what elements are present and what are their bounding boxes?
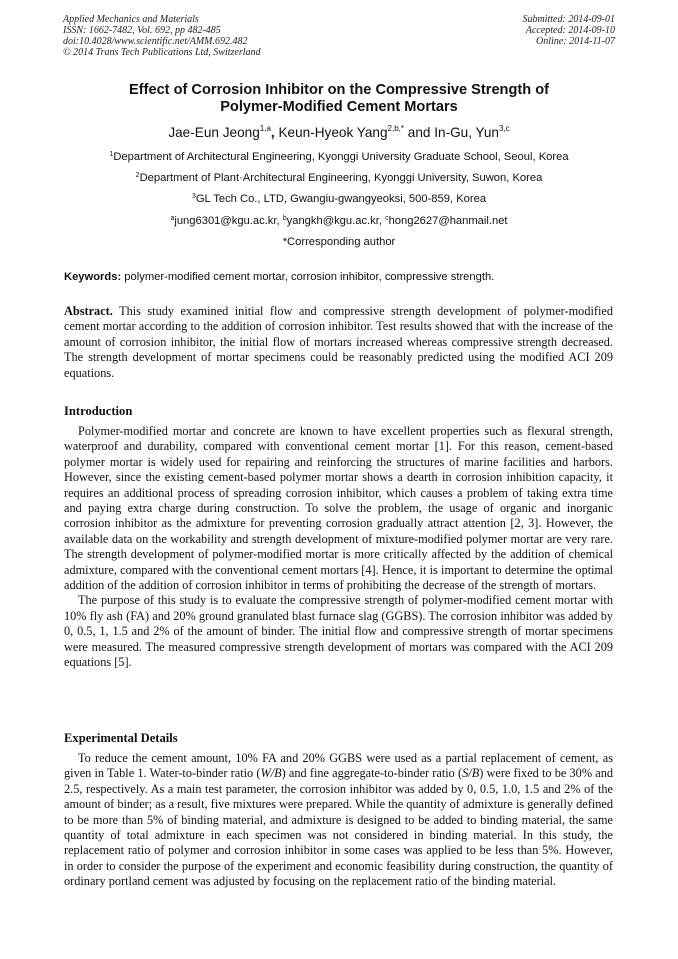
abstract [64,304,613,381]
author-list [40,124,638,141]
affiliation-2-sup: 2 [135,172,140,179]
affiliation-1-sup: 1 [109,151,114,158]
affiliation-3 [30,192,648,206]
author-separator-1: , [270,125,279,140]
accepted-date: Accepted: 2014-09-10 [525,25,615,36]
sb-symbol: S/B [462,766,480,781]
email-a-sup: a [170,215,175,222]
keywords-text: polymer-modified cement mortar, corrosion inhibitor, compressive strength. [121,271,495,283]
submitted-date: Submitted: 2014-09-01 [522,14,615,25]
affiliation-3-text: GL Tech Co., LTD, Gwangiu-gwangyeoksi, 500-859, Korea [195,193,487,205]
online-date: Online: 2014-11-07 [536,36,615,47]
email-c: hong2627@hanmail.net [388,215,508,227]
email-c-sup: c [385,215,389,222]
author-3-sup: 3,c [499,124,510,133]
experimental-heading: Experimental Details [64,731,178,745]
doi-line: doi:10.4028/www.scientific.net/AMM.692.482 [63,36,248,47]
introduction-paragraph-1: Polymer-modified mortar and concrete are known to have excellent properties such as flexural strength, waterproof and durability, compared with conventional cement mortar [1]. For this reason, cement-based polymer mortar is widely used for repairing and reinforcing the structures of marine facilities and harbors. However, since the existing cement-based polymer mortar shows a dearth in corrosion inhibition capacity, it requires an additional process of spreading corrosion inhibitor, which causes a problem of taking extra time and paying extra charge during construction. To solve the problem, the usage of organic and inorganic corrosion inhibitor as the admixture for preventing corrosion gradually attract attention [2, 3]. However, the available data on the workability and strength development of mixture-modified polymer mortar are very rare. The strength development of polymer-modified mortar is more critically affected by the addition of chemical admixture, compared with the conventional cement mortars [4]. Hence, it is important to determine the optimal addition of the addition of corrosion inhibitor in terms of prohibiting the decrease of the strength of mortars. [64,424,613,593]
title-line-1: Effect of Corrosion Inhibitor on the Compressive Strength of [129,82,549,98]
introduction-body [64,424,613,671]
introduction-paragraph-2: The purpose of this study is to evaluate the compressive strength of polymer-modified cement mortar with 10% fly ash (FA) and 20% ground granulated blast furnace slag (GGBS). The corrosion inhibitor was added by 0, 0.5, 1, 1.5 and 2% of the amount of binder. The initial flow and compressive strength of mortar specimens were measured. The measured compressive strength development of mortars was compared with the ACI 209 equations [5]. [64,593,613,670]
keywords-label: Keywords: [64,271,122,283]
experimental-text-a: To reduce the cement amount, 10% FA and 20% GGBS were used as a partial replacement of cement, as given in Table 1. Water-to-binder ratio ( [64,751,613,781]
author-2-sup: 2,b,* [387,124,405,133]
experimental-body [64,751,613,890]
email-b-sup: b [282,215,287,222]
journal-header [63,14,261,58]
corresponding-author: *Corresponding author [282,236,396,248]
email-a: jung6301@kgu.ac.kr, [174,215,283,227]
abstract-text: This study examined initial flow and compressive strength development of polymer-modified cement mortar according to the addition of corrosion inhibitor. Test results showed that with the increase of the amount of corrosion inhibitor, the initial flow of mortars increased whereas compressive strength decreased. The strength development of mortar specimens could be reasonably predicted using the modified ACI 209 equations. [64,304,613,380]
affiliation-2-text: Department of Plant·Architectural Engineering, Kyonggi University, Suwon, Korea [139,172,543,184]
title-line-2: Polymer-Modified Cement Mortars [220,99,458,115]
author-separator-2: and [404,125,435,140]
experimental-paragraph-1 [64,751,613,890]
author-3: In-Gu, Yun [434,125,499,140]
email-b: yangkh@kgu.ac.kr, [286,215,386,227]
email-line [30,214,648,228]
author-1: Jae-Eun Jeong [168,125,260,140]
abstract-label: Abstract. [64,304,113,318]
author-2: Keun-Hyeok Yang [278,125,388,140]
author-1-sup: 1,a [259,124,271,133]
wb-symbol: W/B [260,766,282,781]
introduction-heading: Introduction [64,404,133,418]
keywords [64,270,624,284]
issn-line: ISSN: 1662-7482, Vol. 692, pp 482-485 [63,25,221,36]
paper-title [60,82,618,116]
affiliation-3-sup: 3 [191,193,196,200]
affiliation-1-text: Department of Architectural Engineering, Kyonggi University Graduate School, Seoul, Korea [113,151,569,163]
experimental-text-b: ) and fine aggregate-to-binder ratio ( [281,766,463,781]
affiliation-2 [30,171,648,185]
experimental-text-c: ) were fixed to be 30% and 2.5, respectively. As a main test parameter, the corrosion inhibitor was added by 0, 0.5, 1.0, 1.5 and 2% of the amount of binder; as a result, five mixtures were prepared. While the quantity of admixture is generally defined to be more than 5% of binding material, and admixture is designed to be added to binding material, the same quantity of total admixture in each specimen was not considered in binding material. In this study, the replacement ratio of polymer and corrosion inhibitor in some cases was applied to be less than 5%. However, in order to consider the purpose of the experiment and economic feasibility during construction, the quantity of ordinary portland cement was adjusted by focusing on the replacement ratio of the binding material. [64,766,614,889]
dates-header [523,14,616,47]
copyright-line: © 2014 Trans Tech Publications Ltd, Switzerland [63,47,261,58]
affiliation-1 [30,150,648,164]
journal-name: Applied Mechanics and Materials [63,14,199,25]
